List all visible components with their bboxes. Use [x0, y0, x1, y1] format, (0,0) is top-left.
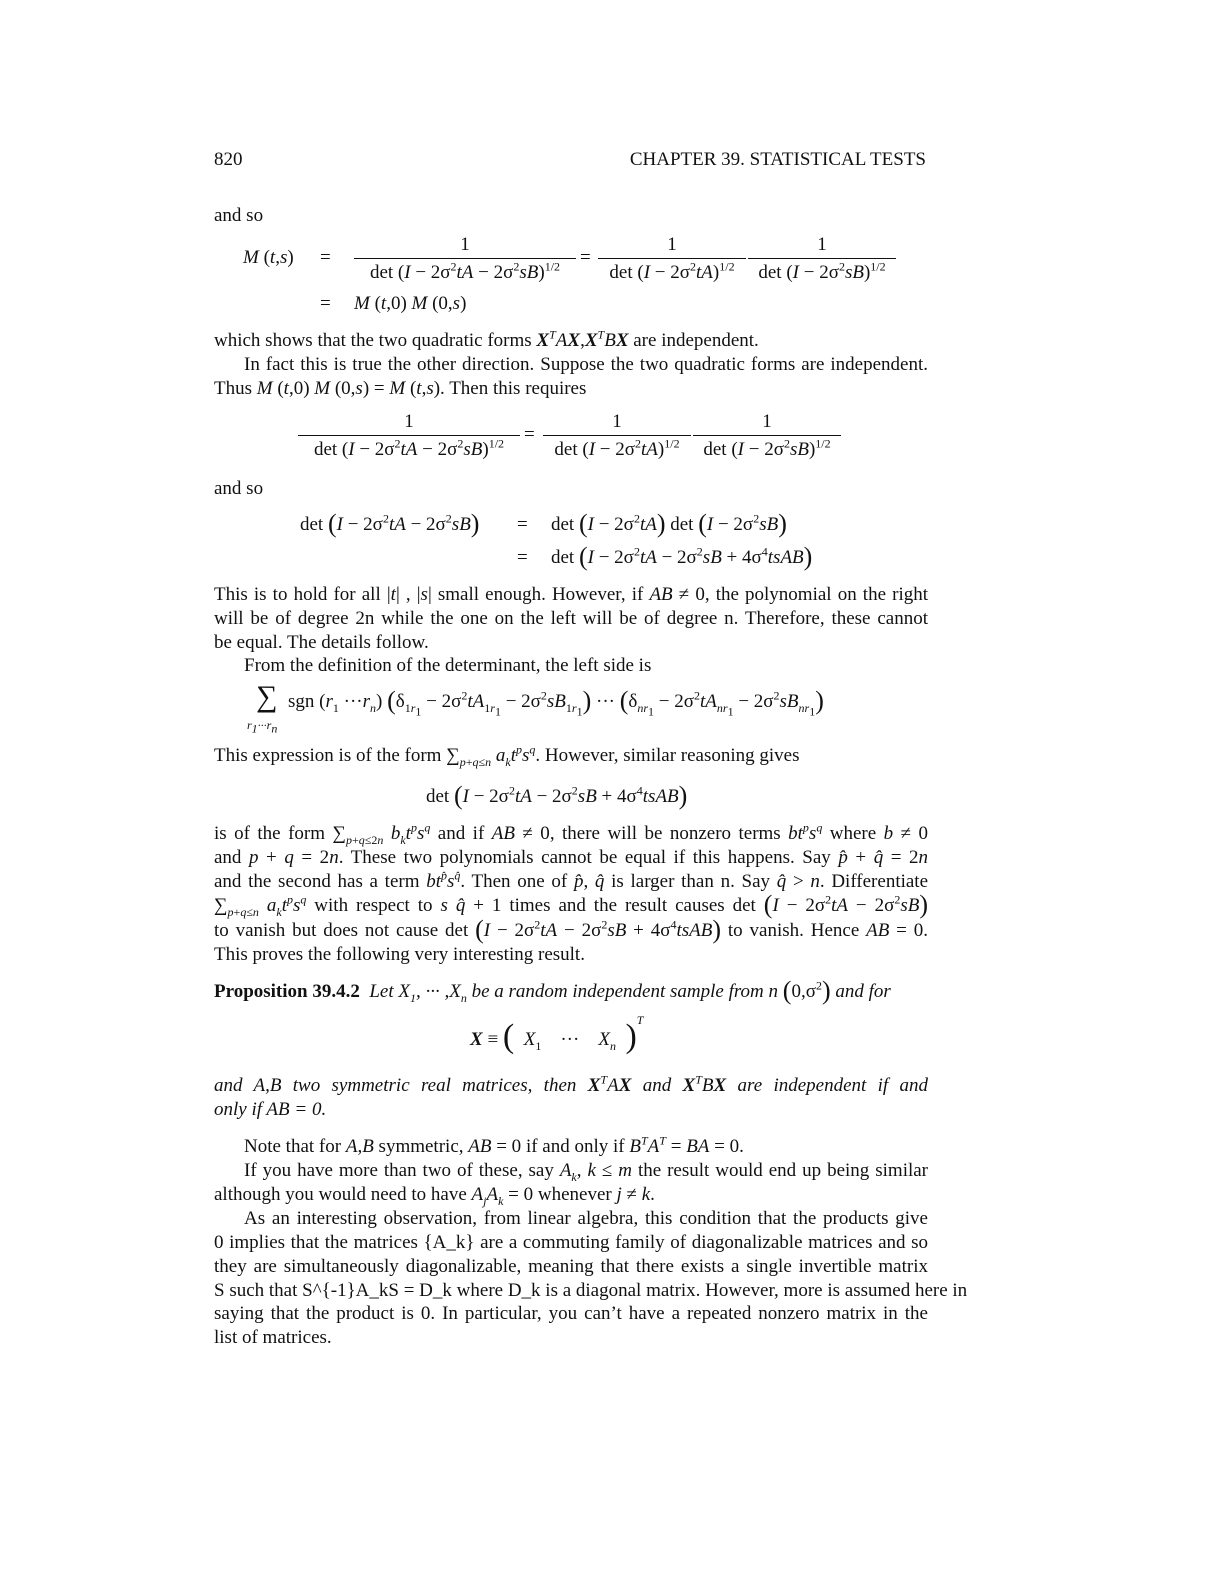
- text-note-9: list of matrices.: [214, 1327, 332, 1348]
- text-independent-forms: which shows that the two quadratic forms $X^TAX,X^TBX$ are independent.: [214, 327, 759, 351]
- text-paragraph-4: This expression is of the form $\sum_{p+q\le n}$ $a_kt^ps^q$. However, similar reasoning gives: [214, 742, 800, 769]
- equation-det-full: $\det (I - 2\sigma^2tA - 2\sigma^2sB$ + $4\sigma^4tsAB$): [426, 781, 688, 810]
- text-paragraph-5-line-1: is of the form $\sum_{p+q\le 2n}$ $b_kt^ps^q$ and if AB ≠ 0, there will be nonzero terms $bt^ps^q$ where b ≠ 0: [214, 820, 928, 847]
- text-note-3: although you would need to have $A_jA_k = 0$ whenever j ≠ k.: [214, 1184, 655, 1208]
- equation-sample-vector: X ≡ ( $X_1$ ··· $X_n$ )$^T$: [470, 1012, 644, 1055]
- page-number: 820: [214, 149, 243, 170]
- text-paragraph-1-line-1: In fact this is true the other direction. Suppose the two quadratic forms are independent.: [244, 354, 928, 375]
- text-note-4: As an interesting observation, from linear algebra, this condition that the products give: [244, 1208, 928, 1229]
- page: 820 CHAPTER 39. STATISTICAL TESTS and so M (t,s) = 1 $\det (I - 2\sigma^2tA - 2\sigma^2sB)^{1/2}$ = 1 $\det (I - 2\sigma^2tA)^{1/2}$ 1 $\det (I - 2\sigma^2sB)^{1/2}$ = M (t,0) M (0,s) which shows that the two quadratic forms $X^TAX,X^TBX$ are independent. In fact this is true the other direction. Suppose the two quadratic forms are independent. Thus M (t,0) M (0,s) = M (t,s). Then this requires 1 $\det (I - 2\sigma^2tA - 2\sigma^2sB)^{1/2}$ = 1 $\det (I - 2\sigma^2tA)^{1/2}$ 1 $\det (I - 2\sigma^2sB)^{1/2}$ and so $\det (I - 2\sigma^2tA - 2\sigma^2sB)$ = $\det (I - 2\sigma^2tA)$ $\det (I - 2\sigma^2sB)$ = $\det (I - 2\sigma^2tA - 2\sigma^2sB$ + $4\sigma^4tsAB$) This is to hold for all |t| , |s| small enough. However, if AB ≠ 0, the polynomial on the right will be of degree 2n while the one on the left will be of degree n. Therefore, these cannot be equal. The details follow. From the definition of the determinant, the left side is ∑ $r_1\cdot\cdot\cdot r_n$ sgn $(r_1 \cdot\cdot\cdot r_n) (\delta_{1r_1} - 2\sigma^2tA_{1r_1} - 2\sigma^2sB_{1r_1})$ ··· $(\delta_{nr_1} - 2\sigma^2tA_{nr_1} - 2\sigma^2sB_{nr_1})$ This expression is of the form $\sum_{p+q\le n}$ $a_kt^ps^q$. However, similar reasoning gives $\det (I - 2\sigma^2tA - 2\sigma^2sB$ + $4\sigma^4tsAB$) is of the form $\sum_{p+q\le 2n}$ $b_kt^ps^q$ and if AB ≠ 0, there will be nonzero terms $bt^ps^q$ where b ≠ 0 and p + q = 2n. These two polynomials cannot be equal if this happens. Say p̂ + q̂ = 2n and the second has a term $bt^{p̂}s^{q̂}$. Then one of p̂, q̂ is larger than n. Say q̂ > n. Differentiate $\sum_{p+q\le n}$ $a_kt^ps^q$ with respect to s q̂ + 1 times and the result causes $\det (I - 2\sigma^2tA - 2\sigma^2sB)$ to vanish but does not cause $\det (I - 2\sigma^2tA - 2\sigma^2sB$ + $4\sigma^4tsAB$) to vanish. Hence AB = 0. This proves the following very interesting result. Proposition 39.4.2 Let $X_1$, ··· $,X_n$ be a random independent sample from n $(0,\sigma^2)$ and for X ≡ ( $X_1$ ··· $X_n$ )$^T$ and A,B two symmetric real matrices, then $X^TAX$ and $X^TBX$ are independent if and only if AB = 0. Note that for A,B symmetric, AB = 0 if and only if $B^TA^T$ = BA = 0. If you have more than two of these, say $A_k$, k ≤ m the result would end up being similar although you would need to have $A_jA_k = 0$ whenever j ≠ k. As an interesting observation, from linear algebra, this condition that the products give 0 implies that the matrices {A_k} are a commuting family of diagonalizable matrices and so they are simultaneously diagonalizable, meaning that there exists a single invertible matrix S such that S^{-1}A_kS = D_k where D_k is a diagonal matrix. However, more is assumed here in saying that the product is 0. In particular, you can’t have a repeated nonzero matrix in the list of matrices.: [214, 149, 968, 1348]
- text-note-6: they are simultaneously diagonalizable, meaning that there exists a single invertible matrix: [214, 1256, 928, 1277]
- text-note-5: 0 implies that the matrices {A_k} are a commuting family of diagonalizable matrices and so: [214, 1232, 928, 1253]
- text-paragraph-5-line-5: to vanish but does not cause $\det (I - 2\sigma^2tA - 2\sigma^2sB$ + $4\sigma^4tsAB$) to vanish. Hence AB = 0.: [214, 915, 928, 944]
- text-paragraph-2-line-2: will be of degree 2n while the one on the left will be of degree n. Therefore, these cannot: [214, 608, 928, 629]
- text-paragraph-5-line-2: and p + q = 2n. These two polynomials cannot be equal if this happens. Say p̂ + q̂ = 2n: [214, 847, 929, 868]
- text-paragraph-3: From the definition of the determinant, the left side is: [244, 655, 652, 676]
- text-paragraph-5-line-6: This proves the following very interesting result.: [214, 944, 585, 965]
- text-note-1: Note that for A,B symmetric, AB = 0 if and only if $B^TA^T$ = BA = 0.: [244, 1133, 744, 1157]
- proposition-label: Proposition 39.4.2: [214, 981, 360, 1002]
- proposition-statement-line-1: Proposition 39.4.2 Let $X_1$, ··· $,X_n$ be a random independent sample from n $(0,\sigma^2)$ and for: [214, 976, 891, 1005]
- proposition-statement-line-2: and A,B two symmetric real matrices, then $X^TAX$ and $X^TBX$ are independent if and: [214, 1072, 928, 1096]
- text-paragraph-1-line-2: Thus M (t,0) M (0,s) = M (t,s). Then this requires: [214, 378, 587, 399]
- text-and-so-1: and so: [214, 205, 264, 226]
- text-note-7: S such that S^{-1}A_kS = D_k where D_k is a diagonal matrix. However, more is assumed here in: [214, 1280, 968, 1301]
- text-and-so-2: and so: [214, 478, 264, 499]
- text-paragraph-2-line-3: be equal. The details follow.: [214, 632, 429, 653]
- text-note-2: If you have more than two of these, say $A_k$, k ≤ m the result would end up being similar: [244, 1160, 929, 1184]
- text-paragraph-2-line-1: This is to hold for all |t| , |s| small enough. However, if AB ≠ 0, the polynomial on the right: [214, 584, 929, 605]
- proposition-statement-line-3: only if AB = 0.: [214, 1099, 327, 1120]
- text-paragraph-5-line-3: and the second has a term $bt^{p̂}s^{q̂}$. Then one of p̂, q̂ is larger than n. Say q̂ > n. Differentiate: [214, 868, 929, 892]
- text-paragraph-5-line-4: $\sum_{p+q\le n}$ $a_kt^ps^q$ with respect to s q̂ + 1 times and the result causes $\det (I - 2\sigma^2tA - 2\sigma^2sB)$: [214, 890, 928, 919]
- text-note-8: saying that the product is 0. In particular, you can’t have a repeated nonzero matrix in the: [214, 1303, 928, 1324]
- running-title: CHAPTER 39. STATISTICAL TESTS: [629, 149, 926, 170]
